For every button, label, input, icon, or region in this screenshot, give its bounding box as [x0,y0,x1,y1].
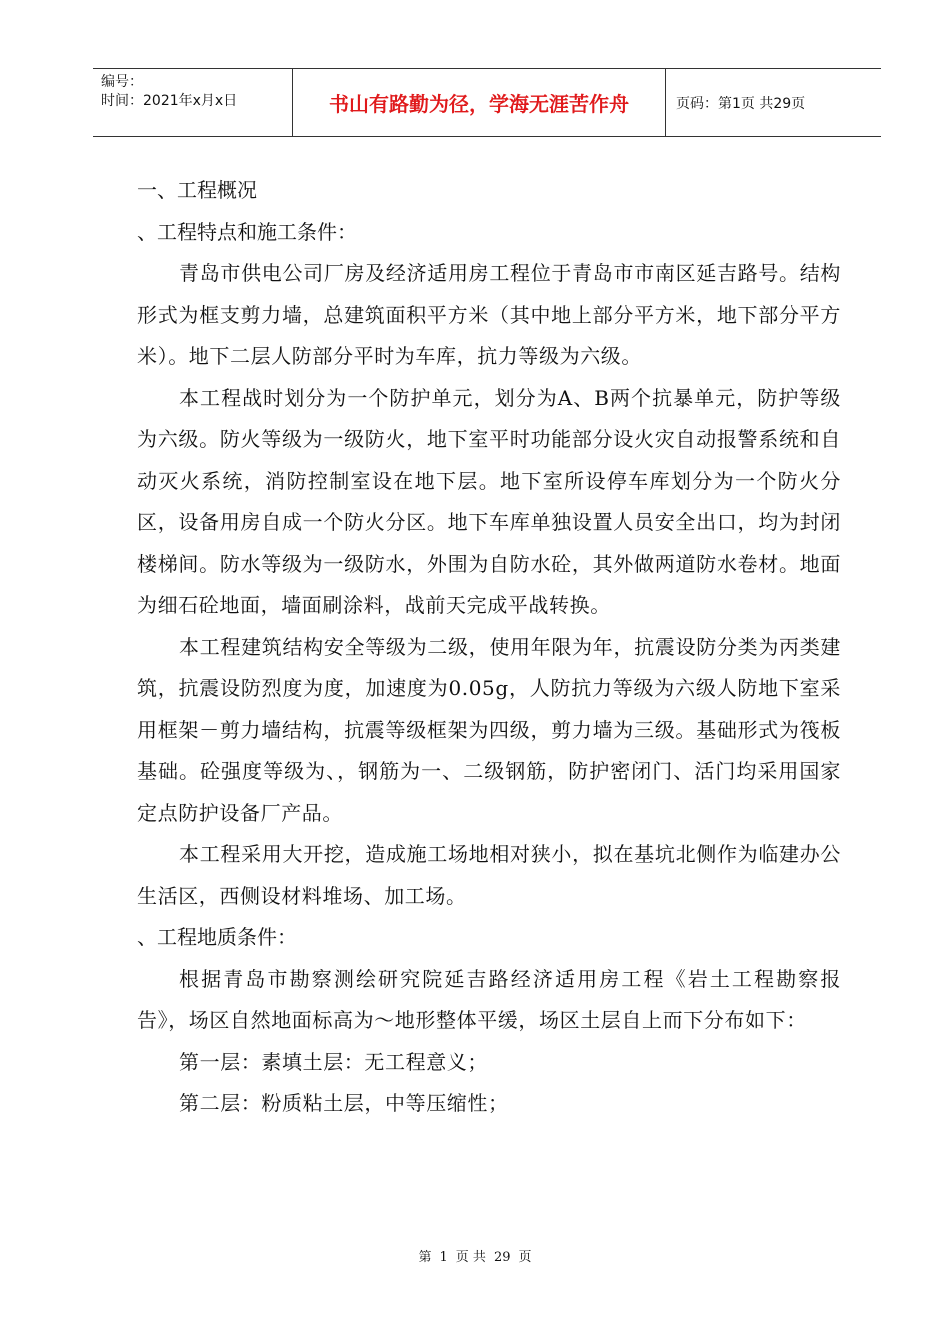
time-label: 时间：2021年x月x日 [101,93,238,109]
page-total: 29 [493,1250,511,1265]
document-body [137,170,841,1125]
soil-layer-2: 第二层：粉质粘土层，中等压缩性； [179,1091,509,1115]
subsection-heading-geology: 、工程地质条件： [137,925,297,949]
page-header [93,68,881,137]
page-footer: 第 1 页 共 29 页 [418,1250,532,1265]
subsection-heading-features: 、工程特点和施工条件： [137,219,357,244]
page-number: 1 [439,1250,448,1265]
header-page-info: 页码：第1页 共29页 [676,95,806,112]
paragraph-structure: 本工程建筑结构安全等级为二级，使用年限为年，抗震设防分类为丙类建筑，抗震设防烈度为度，加速度为0.05g，人防抗力等级为六级人防地下室采用框架－剪力墙结构，抗震等级框架为四级，剪力墙为三级。基础形式为筏板基础。砼强度等级为、，钢筋为一、二级钢筋，防护密闭门、活门均采用国家定点防护设备厂产品。 [137,634,841,825]
number-label: 编号： [101,74,143,90]
paragraph-geology: 根据青岛市勘察测绘研究院延吉路经济适用房工程《岩土工程勘察报告》，场区自然地面标高为～地形整体平缓，场区土层自上而下分布如下： [137,966,841,1032]
header-motto: 书山有路勤为径，学海无涯苦作舟 [293,69,666,136]
header-meta [93,69,293,136]
soil-layer-1: 第一层：素填土层：无工程意义； [179,1049,488,1074]
paragraph-location: 青岛市供电公司厂房及经济适用房工程位于青岛市市南区延吉路号。结构形式为框支剪力墙，总建筑面积平方米（其中地上部分平方米，地下部分平方米）。地下二层人防部分平时为车库，抗力等级为六级。 [137,261,841,368]
section-heading: 一、工程概况 [137,178,257,202]
paragraph-site: 本工程采用大开挖，造成施工场地相对狭小，拟在基坑北侧作为临建办公生活区，西侧设材料堆场、加工场。 [137,842,841,908]
paragraph-protection: 本工程战时划分为一个防护单元，划分为A、B两个抗暴单元，防护等级为六级。防火等级为一级防火，地下室平时功能部分设火灾自动报警系统和自动灭火系统，消防控制室设在地下层。地下室所设停车库划分为一个防火分区，设备用房自成一个防火分区。地下车库单独设置人员安全出口，均为封闭楼梯间。防水等级为一级防水，外围为自防水砼，其外做两道防水卷材。地面为细石砼地面，墙面刷涂料，战前天完成平战转换。 [137,385,841,617]
